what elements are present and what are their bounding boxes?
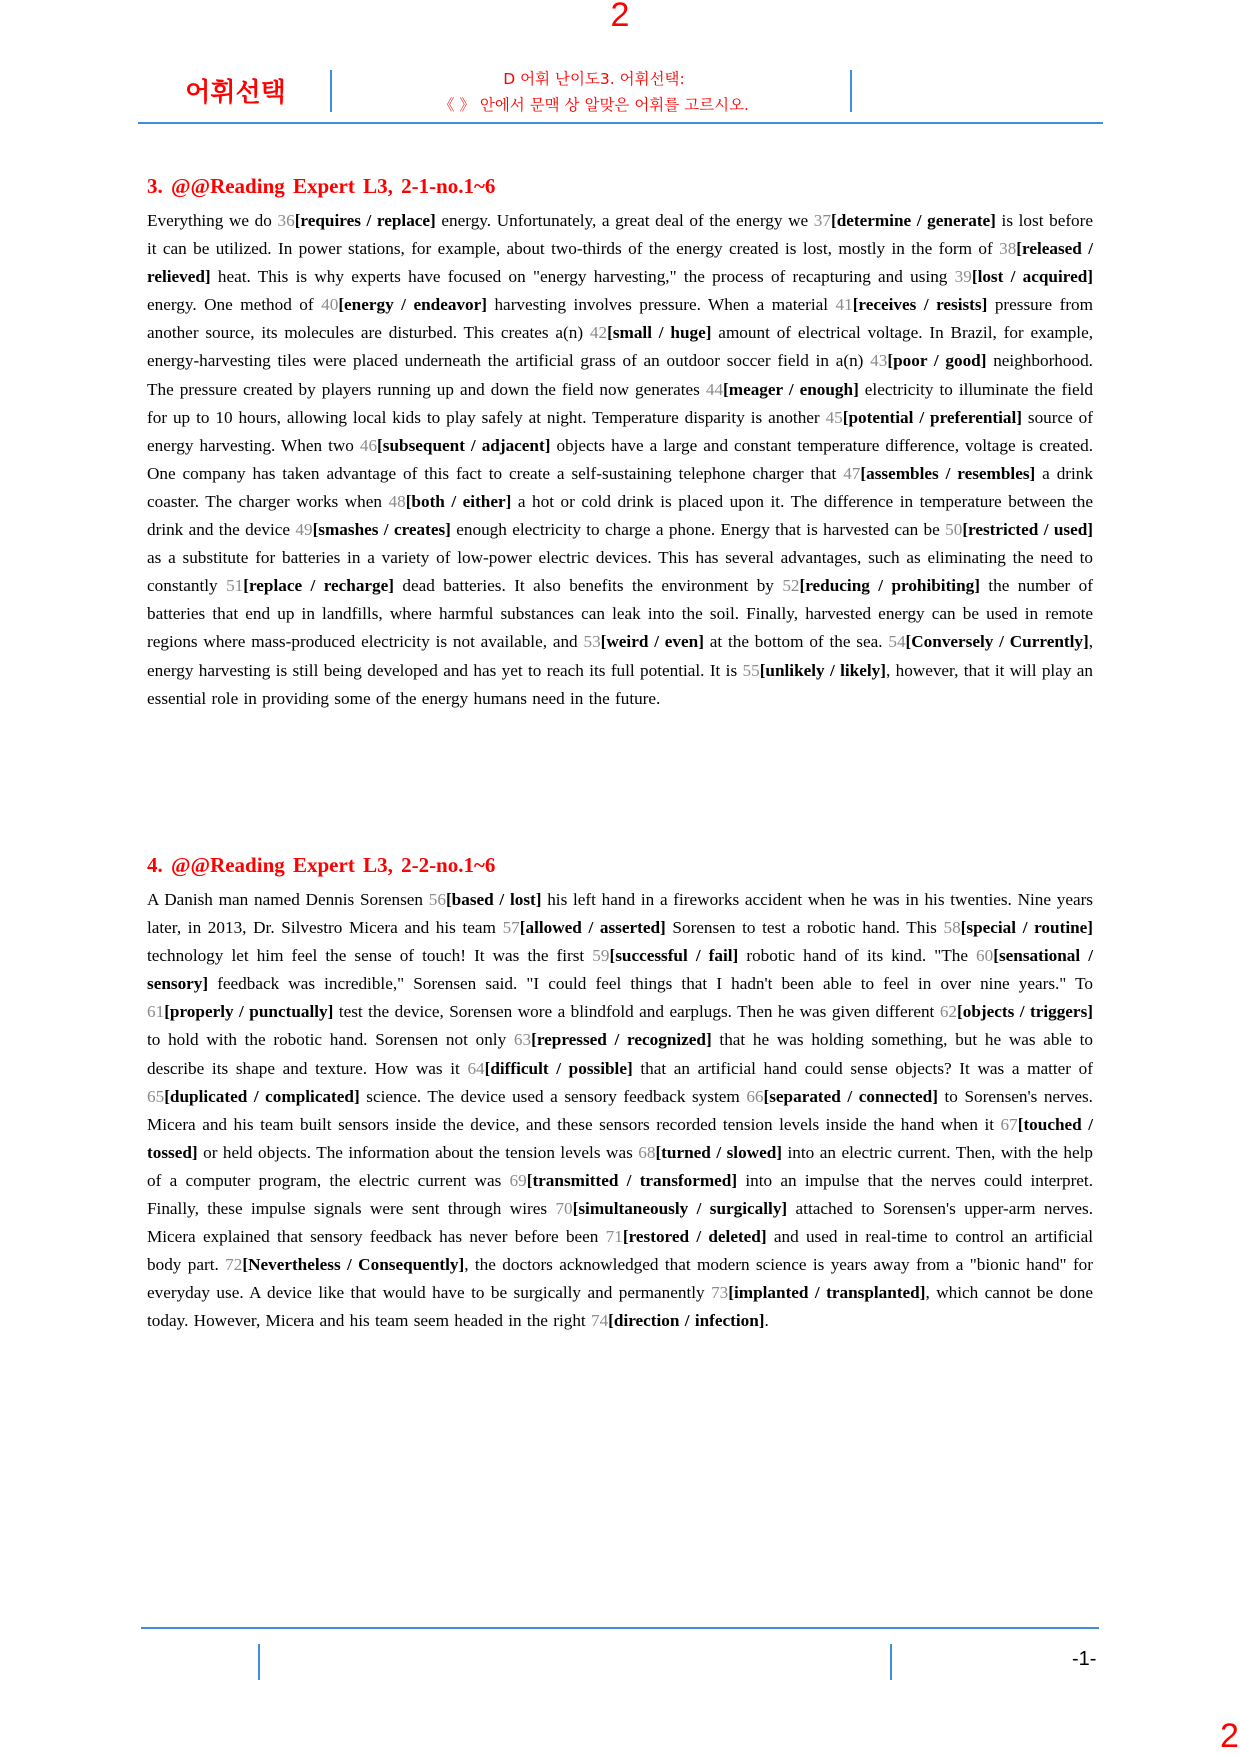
- vocabulary-choice: [small / huge]: [607, 323, 712, 343]
- vocabulary-choice: [assembles / resembles]: [860, 463, 1036, 483]
- passage-text: technology let him feel the sense of touch! It was the first: [147, 946, 593, 966]
- vocabulary-choice: [successful / fail]: [609, 946, 739, 966]
- vocabulary-choice: [restored / deleted]: [622, 1227, 767, 1247]
- header-instruction-line2: 《 》 안에서 문맥 상 알맞은 어휘를 고르시오.: [439, 96, 749, 114]
- passage-text: science. The device used a sensory feedback system: [359, 1086, 747, 1106]
- header-divider-left: [330, 70, 332, 112]
- passage-text: into an impulse that the nerves could interpret. Finally, these impulse signals were sent through wires: [147, 1170, 1093, 1219]
- question-number: 55: [742, 660, 760, 680]
- vocabulary-choice: [objects / triggers]: [957, 1002, 1093, 1022]
- vocabulary-choice: [meager / enough]: [723, 379, 859, 399]
- question-number: 66: [746, 1086, 764, 1106]
- question-number: 59: [592, 946, 610, 966]
- vocabulary-choice: [duplicated / complicated]: [164, 1086, 360, 1106]
- vocabulary-choice: [special / routine]: [960, 918, 1093, 938]
- passage-text: is lost before it can be utilized. In power stations, for example, about two-thirds of the energy created is lost, mostly in the form of: [147, 211, 1093, 259]
- passage-text: a drink coaster. The charger works when: [147, 463, 1093, 511]
- page-number-bottom: 2: [1220, 1717, 1239, 1755]
- passage-text: harvesting involves pressure. When a material: [486, 295, 836, 315]
- passage-text: to hold with the robotic hand. Sorensen not only: [147, 1030, 514, 1050]
- question-number: 71: [605, 1227, 623, 1247]
- question-number: 38: [999, 239, 1017, 259]
- passage-text: source of energy harvesting. When two: [147, 407, 1093, 455]
- passage-text: Sorensen to test a robotic hand. This: [665, 918, 944, 938]
- question-number: 65: [147, 1086, 165, 1106]
- vocabulary-choice: [both / either]: [405, 491, 512, 511]
- question-number: 42: [589, 323, 608, 343]
- passage-text: his left hand in a fireworks accident when he was in his twenties. Nine years later, in 2013, Dr. Silvestro Micera and his team: [147, 890, 1093, 938]
- vocabulary-choice: [energy / endeavor]: [338, 295, 487, 315]
- question-number: 54: [888, 632, 906, 652]
- vocabulary-choice: [Nevertheless / Consequently]: [242, 1255, 465, 1275]
- footer-page-label: -1-: [1072, 1648, 1097, 1670]
- header-title: 어휘선택: [185, 78, 286, 108]
- question-number: 45: [825, 407, 843, 427]
- question-number: 74: [590, 1311, 609, 1331]
- question-number: 62: [939, 1002, 957, 1022]
- section-heading: 3. @@Reading Expert L3, 2-1-no.1~6: [147, 174, 496, 198]
- passage-text: A Danish man named Dennis Sorensen: [147, 890, 429, 909]
- vocabulary-choice: [receives / resists]: [852, 295, 988, 315]
- vocabulary-choice: [repressed / recognized]: [531, 1030, 712, 1050]
- passage-text: neighborhood. The pressure created by players running up and down the field now generates: [147, 351, 1093, 399]
- question-number: 73: [711, 1283, 729, 1303]
- vocabulary-choice: [direction / infection]: [608, 1311, 765, 1331]
- question-number: 58: [943, 918, 961, 938]
- vocabulary-choice: [lost / acquired]: [971, 267, 1093, 287]
- footer-rule: [141, 1627, 1099, 1629]
- passage-text: and used in real-time to control an artificial body part.: [147, 1227, 1093, 1275]
- question-number: 52: [782, 576, 800, 596]
- vocabulary-choice: [requires / replace]: [294, 211, 436, 230]
- question-number: 70: [555, 1199, 573, 1219]
- question-number: 37: [813, 211, 831, 230]
- passage-text: the number of batteries that end up in landfills, where harmful substances can leak into the soil. Finally, harvested energy can be used in remote regions where mass-produced electricity is not available, and: [147, 576, 1093, 652]
- footer-divider-left: [258, 1644, 260, 1680]
- question-number: 49: [295, 520, 313, 540]
- passage-text: energy. One method of: [147, 295, 322, 315]
- question-number: 39: [954, 267, 972, 287]
- vocabulary-choice: [reducing / prohibiting]: [799, 576, 980, 596]
- passage-text: attached to Sorensen's upper-arm nerves. Micera explained that sensory feedback has never before been: [147, 1199, 1094, 1247]
- page-header: [138, 62, 1103, 124]
- question-number: 43: [870, 351, 888, 371]
- passage: [147, 207, 1093, 713]
- question-number: 56: [428, 890, 446, 909]
- question-number: 44: [705, 379, 724, 399]
- question-number: 57: [502, 918, 520, 938]
- section-4: [147, 852, 1093, 1336]
- passage-text: , which cannot be done today. However, Micera and his team seem headed in the right: [147, 1283, 1093, 1331]
- vocabulary-choice: [touched / tossed]: [147, 1114, 1094, 1162]
- passage-text: , however, that it will play an essential role in providing some of the energy humans need in the future.: [147, 660, 1093, 708]
- question-number: 51: [226, 576, 244, 596]
- passage-text: electricity to illuminate the field for up to 10 hours, allowing local kids to play safely at night. Temperature disparity is another: [147, 379, 1093, 427]
- header-instruction: [334, 66, 854, 118]
- passage-text: , the doctors acknowledged that modern science is years away from a "bionic hand" for everyday use. A device like that would have to be surgically and permanently: [147, 1255, 1093, 1303]
- passage-text: amount of electrical voltage. In Brazil, for example, energy-harvesting tiles were placed underneath the artificial grass of an outdoor soccer field in a(n): [147, 323, 1093, 371]
- question-number: 61: [147, 1002, 165, 1022]
- question-number: 72: [225, 1255, 243, 1275]
- passage-text: or held objects. The information about the tension levels was: [197, 1142, 639, 1162]
- passage-text: heat. This is why experts have focused on "energy harvesting," the process of recapturing and using: [210, 267, 955, 287]
- vocabulary-choice: [sensational / sensory]: [147, 946, 1093, 994]
- vocabulary-choice: [unlikely / likely]: [759, 660, 886, 680]
- passage-text: into an electric current. Then, with the help of a computer program, the electric current was: [147, 1142, 1093, 1190]
- passage-text: feedback was incredible," Sorensen said. "I could feel things that I hadn't been able to feel in over nine years." To: [208, 974, 1093, 994]
- section-3: [147, 173, 1093, 713]
- passage-text: to Sorensen's nerves. Micera and his team built sensors inside the device, and these sensors recorded tension levels inside the hand when it: [147, 1086, 1093, 1134]
- vocabulary-choice: [smashes / creates]: [312, 520, 451, 540]
- vocabulary-choice: [released / relieved]: [147, 239, 1093, 287]
- header-rule: [138, 122, 1103, 124]
- question-number: 53: [583, 632, 601, 652]
- question-number: 69: [509, 1170, 527, 1190]
- section-heading: 4. @@Reading Expert L3, 2-2-no.1~6: [147, 853, 496, 877]
- header-divider-right: [850, 70, 852, 112]
- vocabulary-choice: [transmitted / transformed]: [526, 1170, 738, 1190]
- passage-text: dead batteries. It also benefits the environment by: [394, 576, 783, 596]
- vocabulary-choice: [subsequent / adjacent]: [377, 435, 551, 455]
- vocabulary-choice: [poor / good]: [887, 351, 987, 371]
- question-number: 46: [359, 435, 378, 455]
- vocabulary-choice: [turned / slowed]: [655, 1142, 783, 1162]
- passage-text: pressure from another source, its molecules are disturbed. This creates a(n): [147, 295, 1094, 343]
- header-instruction-line1: D 어휘 난이도3. 어휘선택:: [503, 70, 685, 88]
- question-number: 40: [321, 295, 339, 315]
- vocabulary-choice: [replace / recharge]: [243, 576, 395, 596]
- question-number: 67: [1000, 1114, 1018, 1134]
- question-number: 48: [388, 491, 406, 511]
- question-number: 64: [467, 1058, 485, 1078]
- vocabulary-choice: [properly / punctually]: [164, 1002, 334, 1022]
- question-number: 68: [638, 1142, 656, 1162]
- passage-text: energy. Unfortunately, a great deal of the energy we: [435, 211, 814, 230]
- passage-text: as a substitute for batteries in a variety of low-power electric devices. This has several advantages, such as eliminating the need to constantly: [147, 548, 1093, 596]
- passage-text: that he was holding something, but he was able to describe its shape and texture. How was it: [147, 1030, 1093, 1078]
- vocabulary-choice: [Conversely / Currently]: [905, 632, 1089, 652]
- vocabulary-choice: [based / lost]: [445, 890, 542, 909]
- vocabulary-choice: [restricted / used]: [962, 520, 1093, 540]
- passage-text: objects have a large and constant temperature difference, voltage is created. One company has taken advantage of this fact to create a self-sustaining telephone charger that: [147, 435, 1093, 483]
- page-number-top: 2: [610, 0, 630, 34]
- passage-text: at the bottom of the sea.: [703, 632, 889, 652]
- passage-text: test the device, Sorensen wore a blindfold and earplugs. Then he was given different: [333, 1002, 940, 1022]
- vocabulary-choice: [simultaneously / surgically]: [572, 1199, 788, 1219]
- question-number: 50: [945, 520, 963, 540]
- question-number: 41: [835, 295, 853, 315]
- vocabulary-choice: [difficult / possible]: [484, 1058, 633, 1078]
- passage-text: robotic hand of its kind. "The: [738, 946, 977, 966]
- vocabulary-choice: [potential / preferential]: [842, 407, 1022, 427]
- question-number: 63: [513, 1030, 532, 1050]
- question-number: 60: [976, 946, 994, 966]
- passage: [147, 886, 1093, 1336]
- question-number: 47: [843, 463, 861, 483]
- passage-text: Everything we do: [147, 211, 278, 230]
- passage-text: , energy harvesting is still being developed and has yet to reach its full potential. It is: [147, 632, 1093, 680]
- vocabulary-choice: [determine / generate]: [830, 211, 996, 230]
- passage-text: enough electricity to charge a phone. Energy that is harvested can be: [450, 520, 946, 540]
- footer-divider-right: [890, 1644, 892, 1680]
- vocabulary-choice: [implanted / transplanted]: [728, 1283, 926, 1303]
- passage-text: that an artificial hand could sense objects? It was a matter of: [632, 1058, 1094, 1078]
- question-number: 36: [277, 211, 295, 230]
- passage-text: a hot or cold drink is placed upon it. The difference in temperature between the drink and the device: [147, 491, 1093, 540]
- passage-text: .: [764, 1311, 769, 1331]
- vocabulary-choice: [weird / even]: [600, 632, 704, 652]
- vocabulary-choice: [separated / connected]: [763, 1086, 938, 1106]
- vocabulary-choice: [allowed / asserted]: [519, 918, 666, 938]
